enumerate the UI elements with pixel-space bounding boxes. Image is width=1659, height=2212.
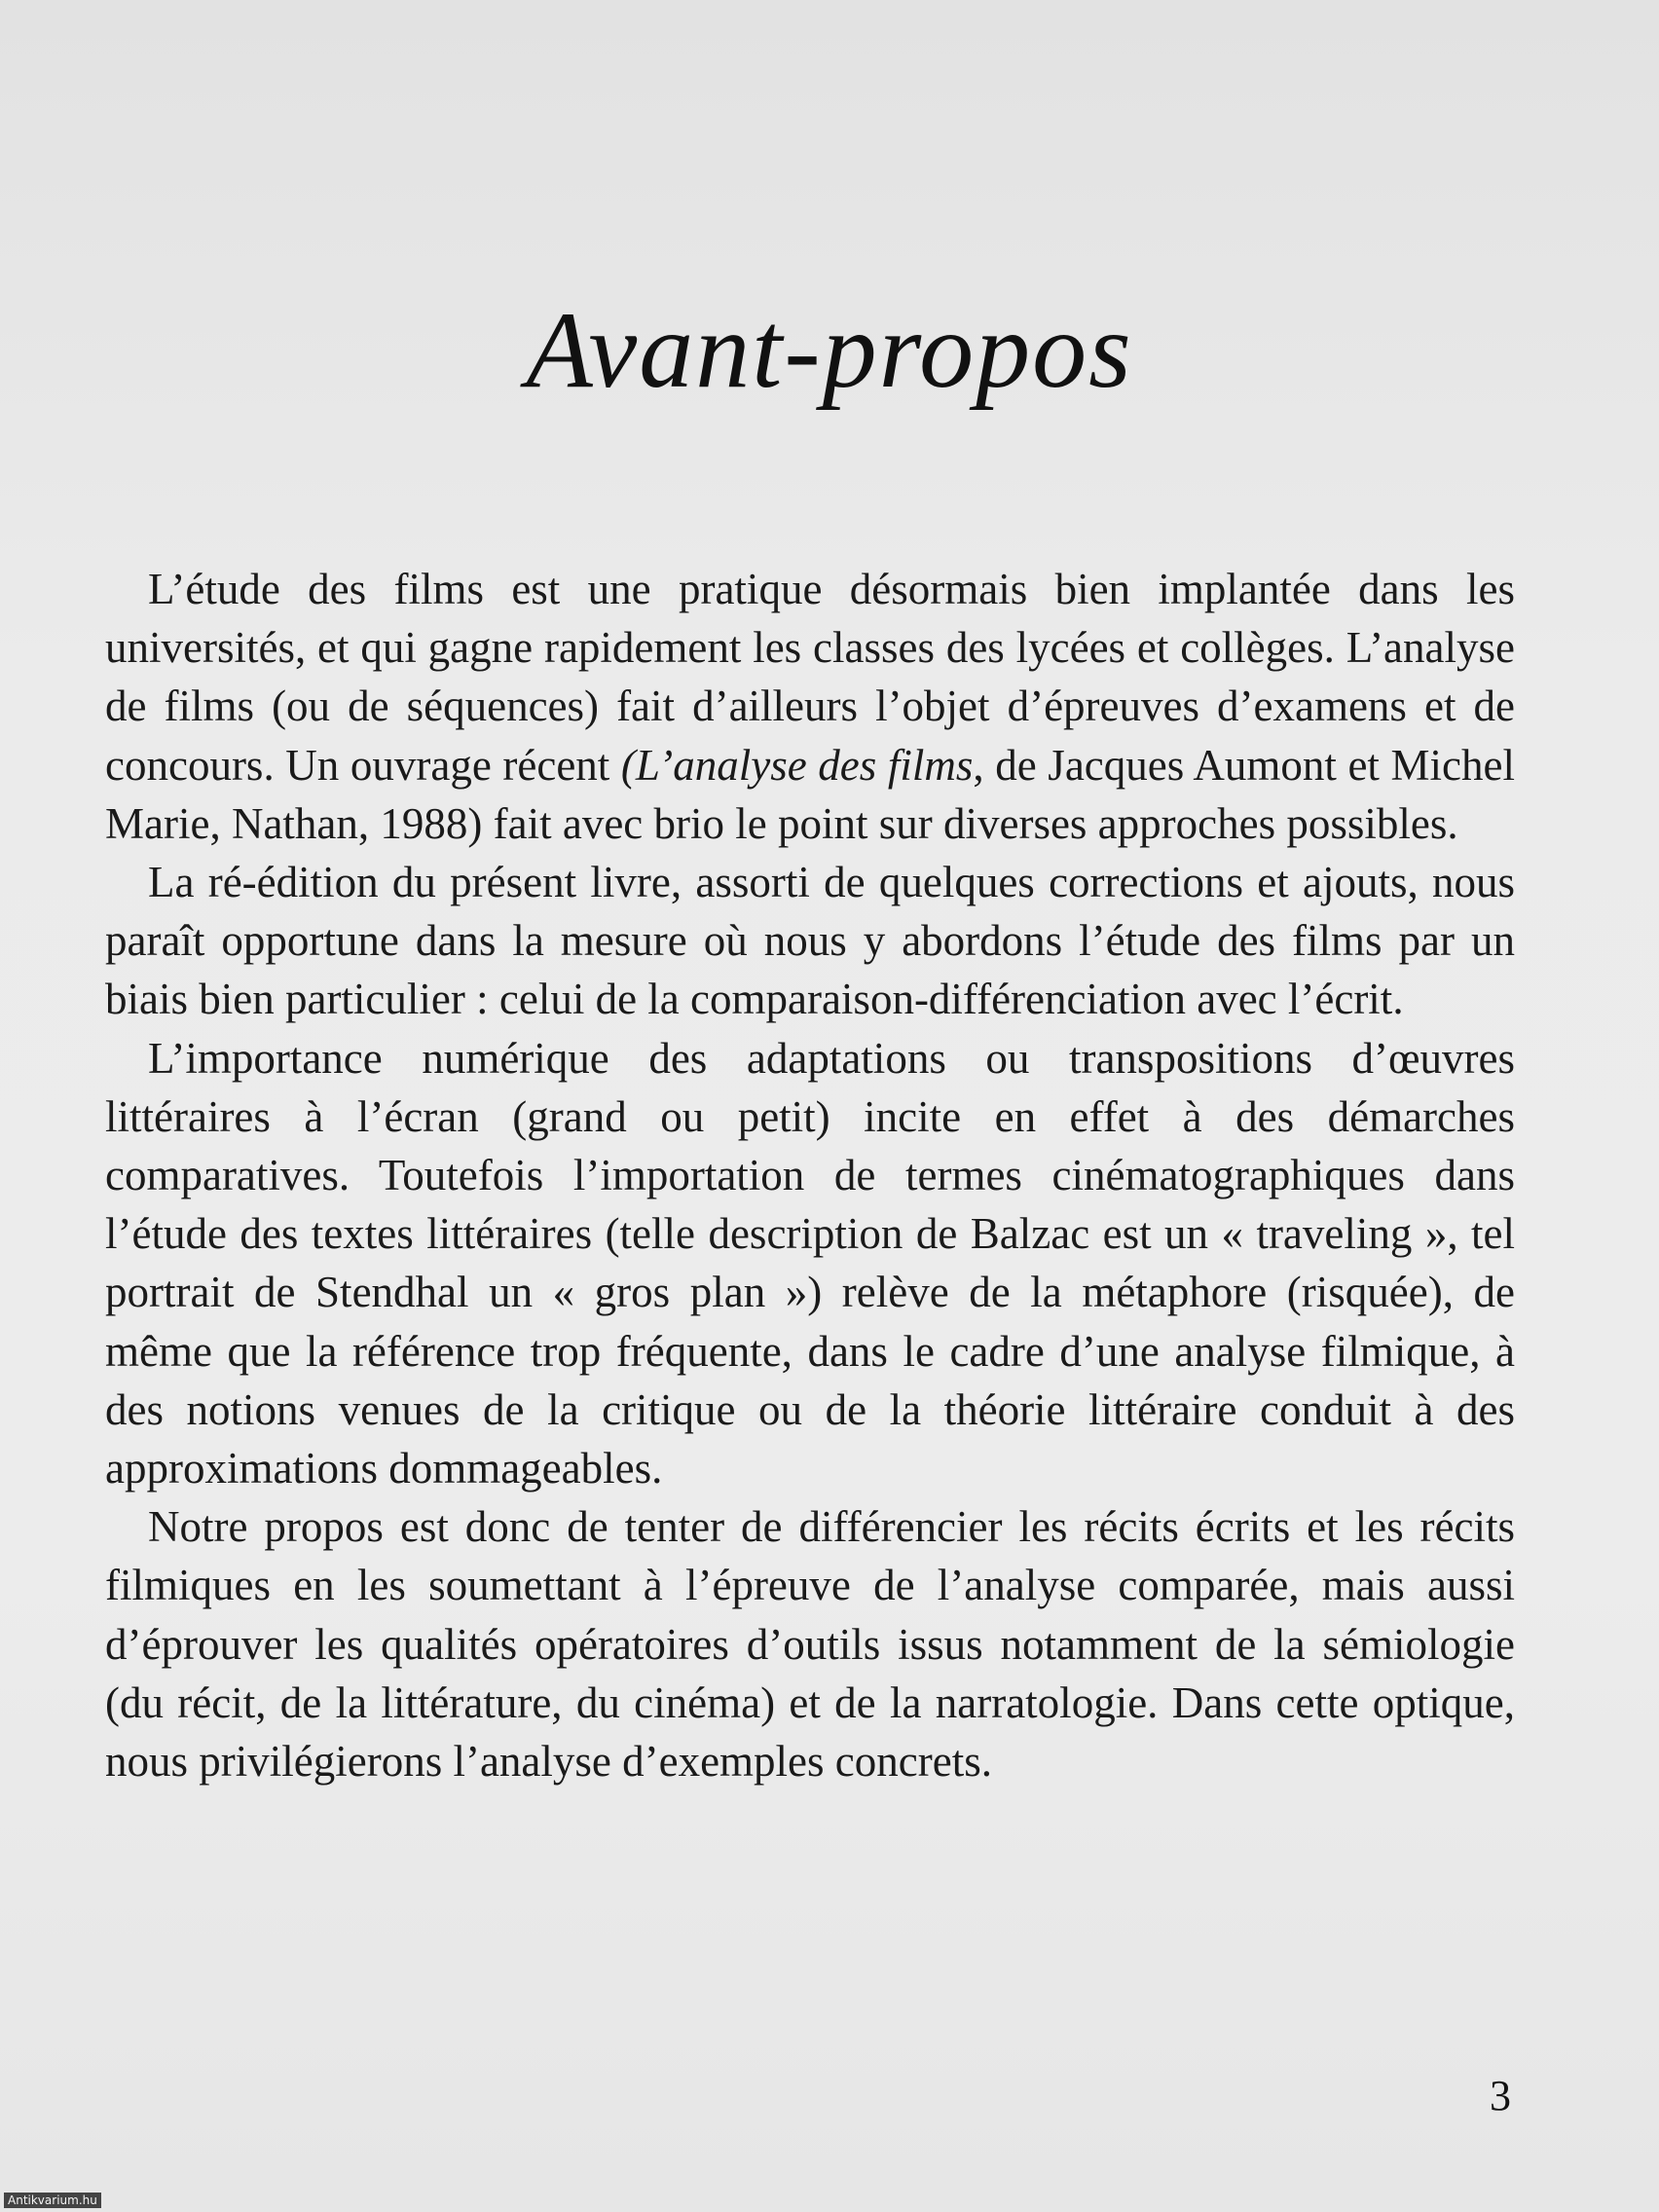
paragraph-1 (105, 560, 1515, 853)
paragraph-2: La ré-édition du présent livre, assorti de quelques corrections et ajouts, nous paraît opportune dans la mesure où nous y abordons l’étude des films par un biais bien particulier : celui de la comparaison-différenciation avec l’écrit. (105, 858, 1515, 1024)
body-text (105, 560, 1515, 1790)
chapter-title: Avant-propos (526, 290, 1133, 411)
page-number: 3 (1490, 2072, 1511, 2120)
paragraph-4: Notre propos est donc de tenter de différencier les récits écrits et les récits filmiques en les soumettant à l’épreuve de l’analyse comparée, mais aussi d’éprouver les qualités opératoires d’outils issus notamment de la sémiologie (du récit, de la littérature, du cinéma) et de la narratologie. Dans cette optique, nous privilégierons l’analyse d’exemples concrets. (105, 1502, 1515, 1787)
paragraph-1-text-start: L’étude des films est une pratique désormais bien implantée dans les universités, et qui gagne rapidement les classes des lycées et collèges. L’analyse de films (ou de séquences) fait d’ailleurs l’objet d’épreuves d’examens et de concours. Un ouvrage récent (105, 565, 1515, 790)
book-title-reference: (L’analyse des films (620, 740, 974, 790)
paragraph-1-text-end: , de Jacques Aumont et Michel Marie, Nathan, 1988) fait avec brio le point sur diverses approches possibles. (105, 740, 1515, 848)
watermark: Antikvarium.hu (4, 2193, 101, 2208)
paragraph-3: L’importance numérique des adaptations ou transpositions d’œuvres littéraires à l’écran (grand ou petit) incite en effet à des démarches comparatives. Toutefois l’importation de termes cinématographiques dans l’étude des textes littéraires (telle description de Balzac est un « traveling », tel portrait de Stendhal un « gros plan ») relève de la métaphore (risquée), de même que la référence trop fréquente, dans le cadre d’une analyse filmique, à des notions venues de la critique ou de la théorie littéraire conduit à des approximations dommageables. (105, 1033, 1515, 1493)
